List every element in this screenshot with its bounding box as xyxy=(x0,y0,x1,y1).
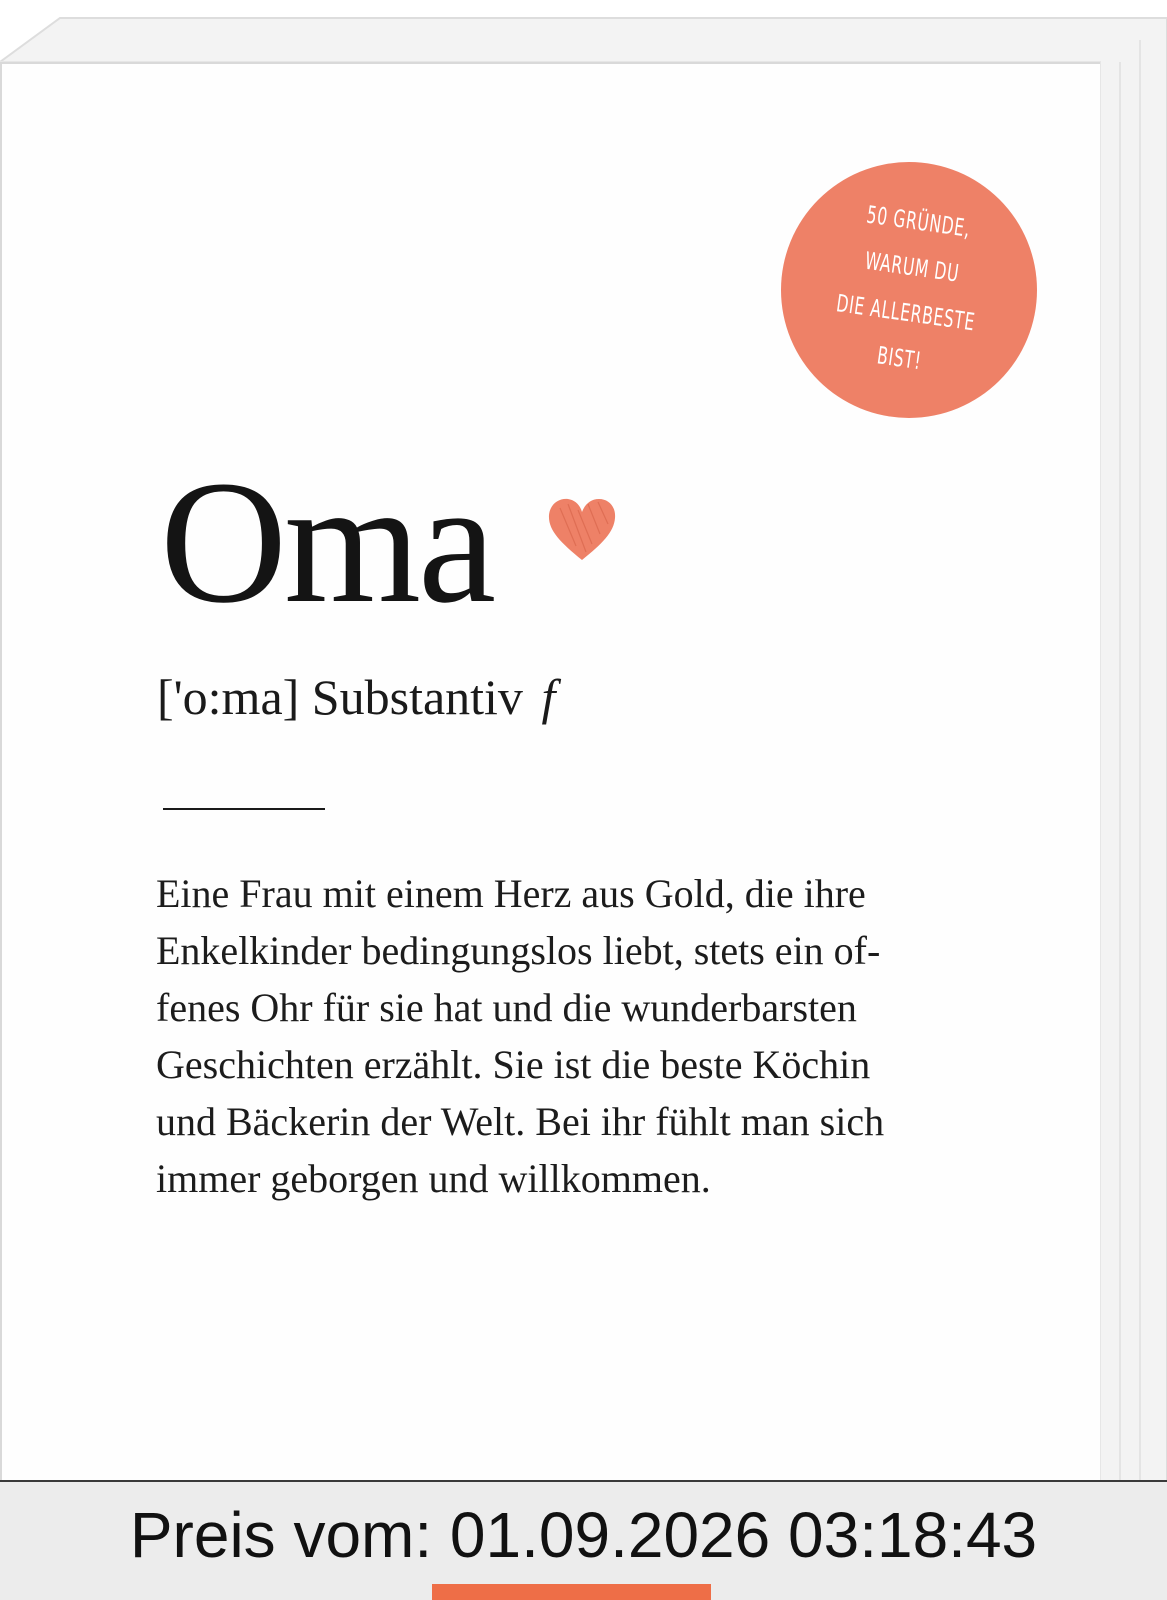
book-title: Oma xyxy=(160,445,494,640)
word-class: Substantiv xyxy=(311,669,523,725)
definition-line: und Bäckerin der Welt. Bei ihr fühlt man sich xyxy=(156,1099,885,1144)
definition-text xyxy=(156,865,1016,1207)
badge-line: WARUM DU xyxy=(863,246,962,288)
pronunciation xyxy=(157,668,555,726)
heart-icon xyxy=(546,496,618,564)
divider xyxy=(163,808,325,810)
gender-mark: f xyxy=(541,669,556,725)
phonetic-text: ['o:ma] xyxy=(157,669,300,725)
reasons-badge xyxy=(781,162,1037,418)
price-date-text: Preis vom: 01.09.2026 03:18:43 xyxy=(129,1499,1038,1571)
badge-line: BIST! xyxy=(875,341,924,376)
definition-line: Eine Frau mit einem Herz aus Gold, die ihre xyxy=(156,871,866,916)
definition-line: immer geborgen und willkommen. xyxy=(156,1156,711,1201)
price-banner xyxy=(0,1480,1167,1600)
badge-line: 50 GRÜNDE, xyxy=(864,200,973,243)
definition-line: Geschichten erzählt. Sie ist die beste Köchin xyxy=(156,1042,871,1087)
badge-text xyxy=(792,184,1026,395)
bottom-accent-strip xyxy=(432,1584,711,1600)
badge-line: DIE ALLERBESTE xyxy=(834,289,977,337)
definition-line: fenes Ohr für sie hat und die wunderbarsten xyxy=(156,985,857,1030)
definition-line: Enkelkinder bedingungslos liebt, stets ein of- xyxy=(156,928,881,973)
